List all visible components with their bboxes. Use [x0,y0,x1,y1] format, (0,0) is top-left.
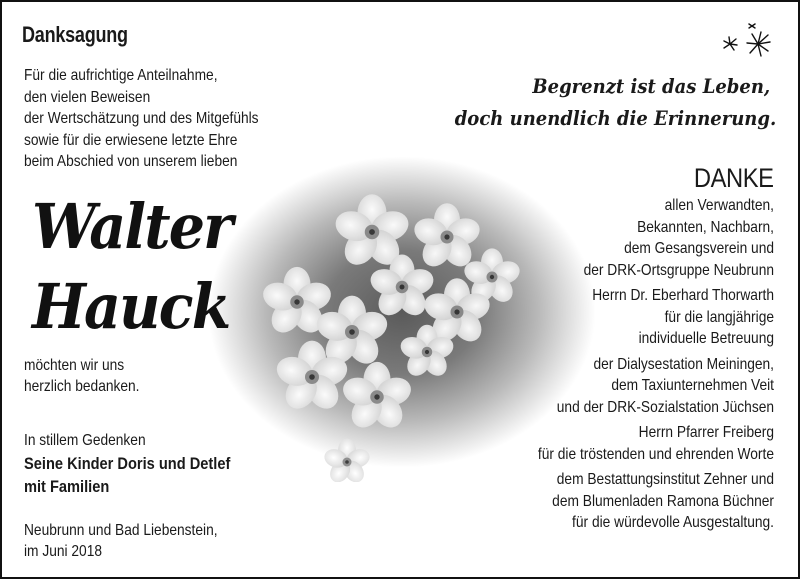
dandelion-seeds-icon [716,22,776,65]
date-line: im Juni 2018 [24,543,103,560]
memorial-text [24,429,230,498]
quote-line-1: Begrenzt ist das Leben, [532,74,770,98]
memorial-intro: In stillem Gedenken [24,432,146,449]
danke-line: Bekannten, Nachbarn, [637,218,774,236]
intro-line: Für die aufrichtige Anteilnahme, [24,67,218,84]
danke-line: Herrn Dr. Eberhard Thorwarth [592,287,774,304]
danke-line: allen Verwandten, [664,197,774,214]
danke-line: Herrn Pfarrer Freiberg [638,424,774,441]
danke-line: dem Taxiunternehmen Veit [611,377,774,394]
family-line: mit Familien [24,477,110,496]
danke-line: der DRK-Ortsgruppe Neubrunn [583,261,774,279]
danke-line: dem Gesangsverein und [624,240,774,257]
thanks-line: herzlich bedanken. [24,378,140,395]
danke-line: für die langjährige [664,308,774,326]
deceased-last-name: Hauck [32,270,230,343]
place-date [24,520,218,562]
danke-line: dem Blumenladen Ramona Büchner [552,492,774,510]
danke-line: für die tröstenden und ehrenden Worte [537,445,774,463]
danke-line: und der DRK-Sozialstation Jüchsen [556,398,774,416]
intro-line: den vielen Beweisen [24,88,151,106]
danke-list [499,195,774,534]
thanks-line: möchten wir uns [24,357,125,374]
danke-line: für die würdevolle Ausgestaltung. [572,514,774,531]
danke-line: der Dialysestation Meiningen, [593,355,774,373]
quote-line-2: doch unendlich die Erinnerung. [454,106,776,130]
place-line: Neubrunn und Bad Liebenstein, [24,522,218,539]
deceased-first-name: Walter [32,190,232,263]
danke-line: individuelle Betreuung [638,330,774,347]
intro-line: der Wertschätzung und des Mitgefühls [24,110,259,127]
intro-text [24,65,259,173]
family-line: Seine Kinder Doris und Detlef [24,454,231,473]
intro-line: sowie für die erwiesene letzte Ehre [24,131,238,149]
intro-line: beim Abschied von unserem lieben [24,153,238,170]
danke-line: dem Bestattungsinstitut Zehner und [556,471,774,488]
thanks-text [24,355,140,397]
heading: Danksagung [22,22,128,47]
danke-title: DANKE [694,163,774,193]
